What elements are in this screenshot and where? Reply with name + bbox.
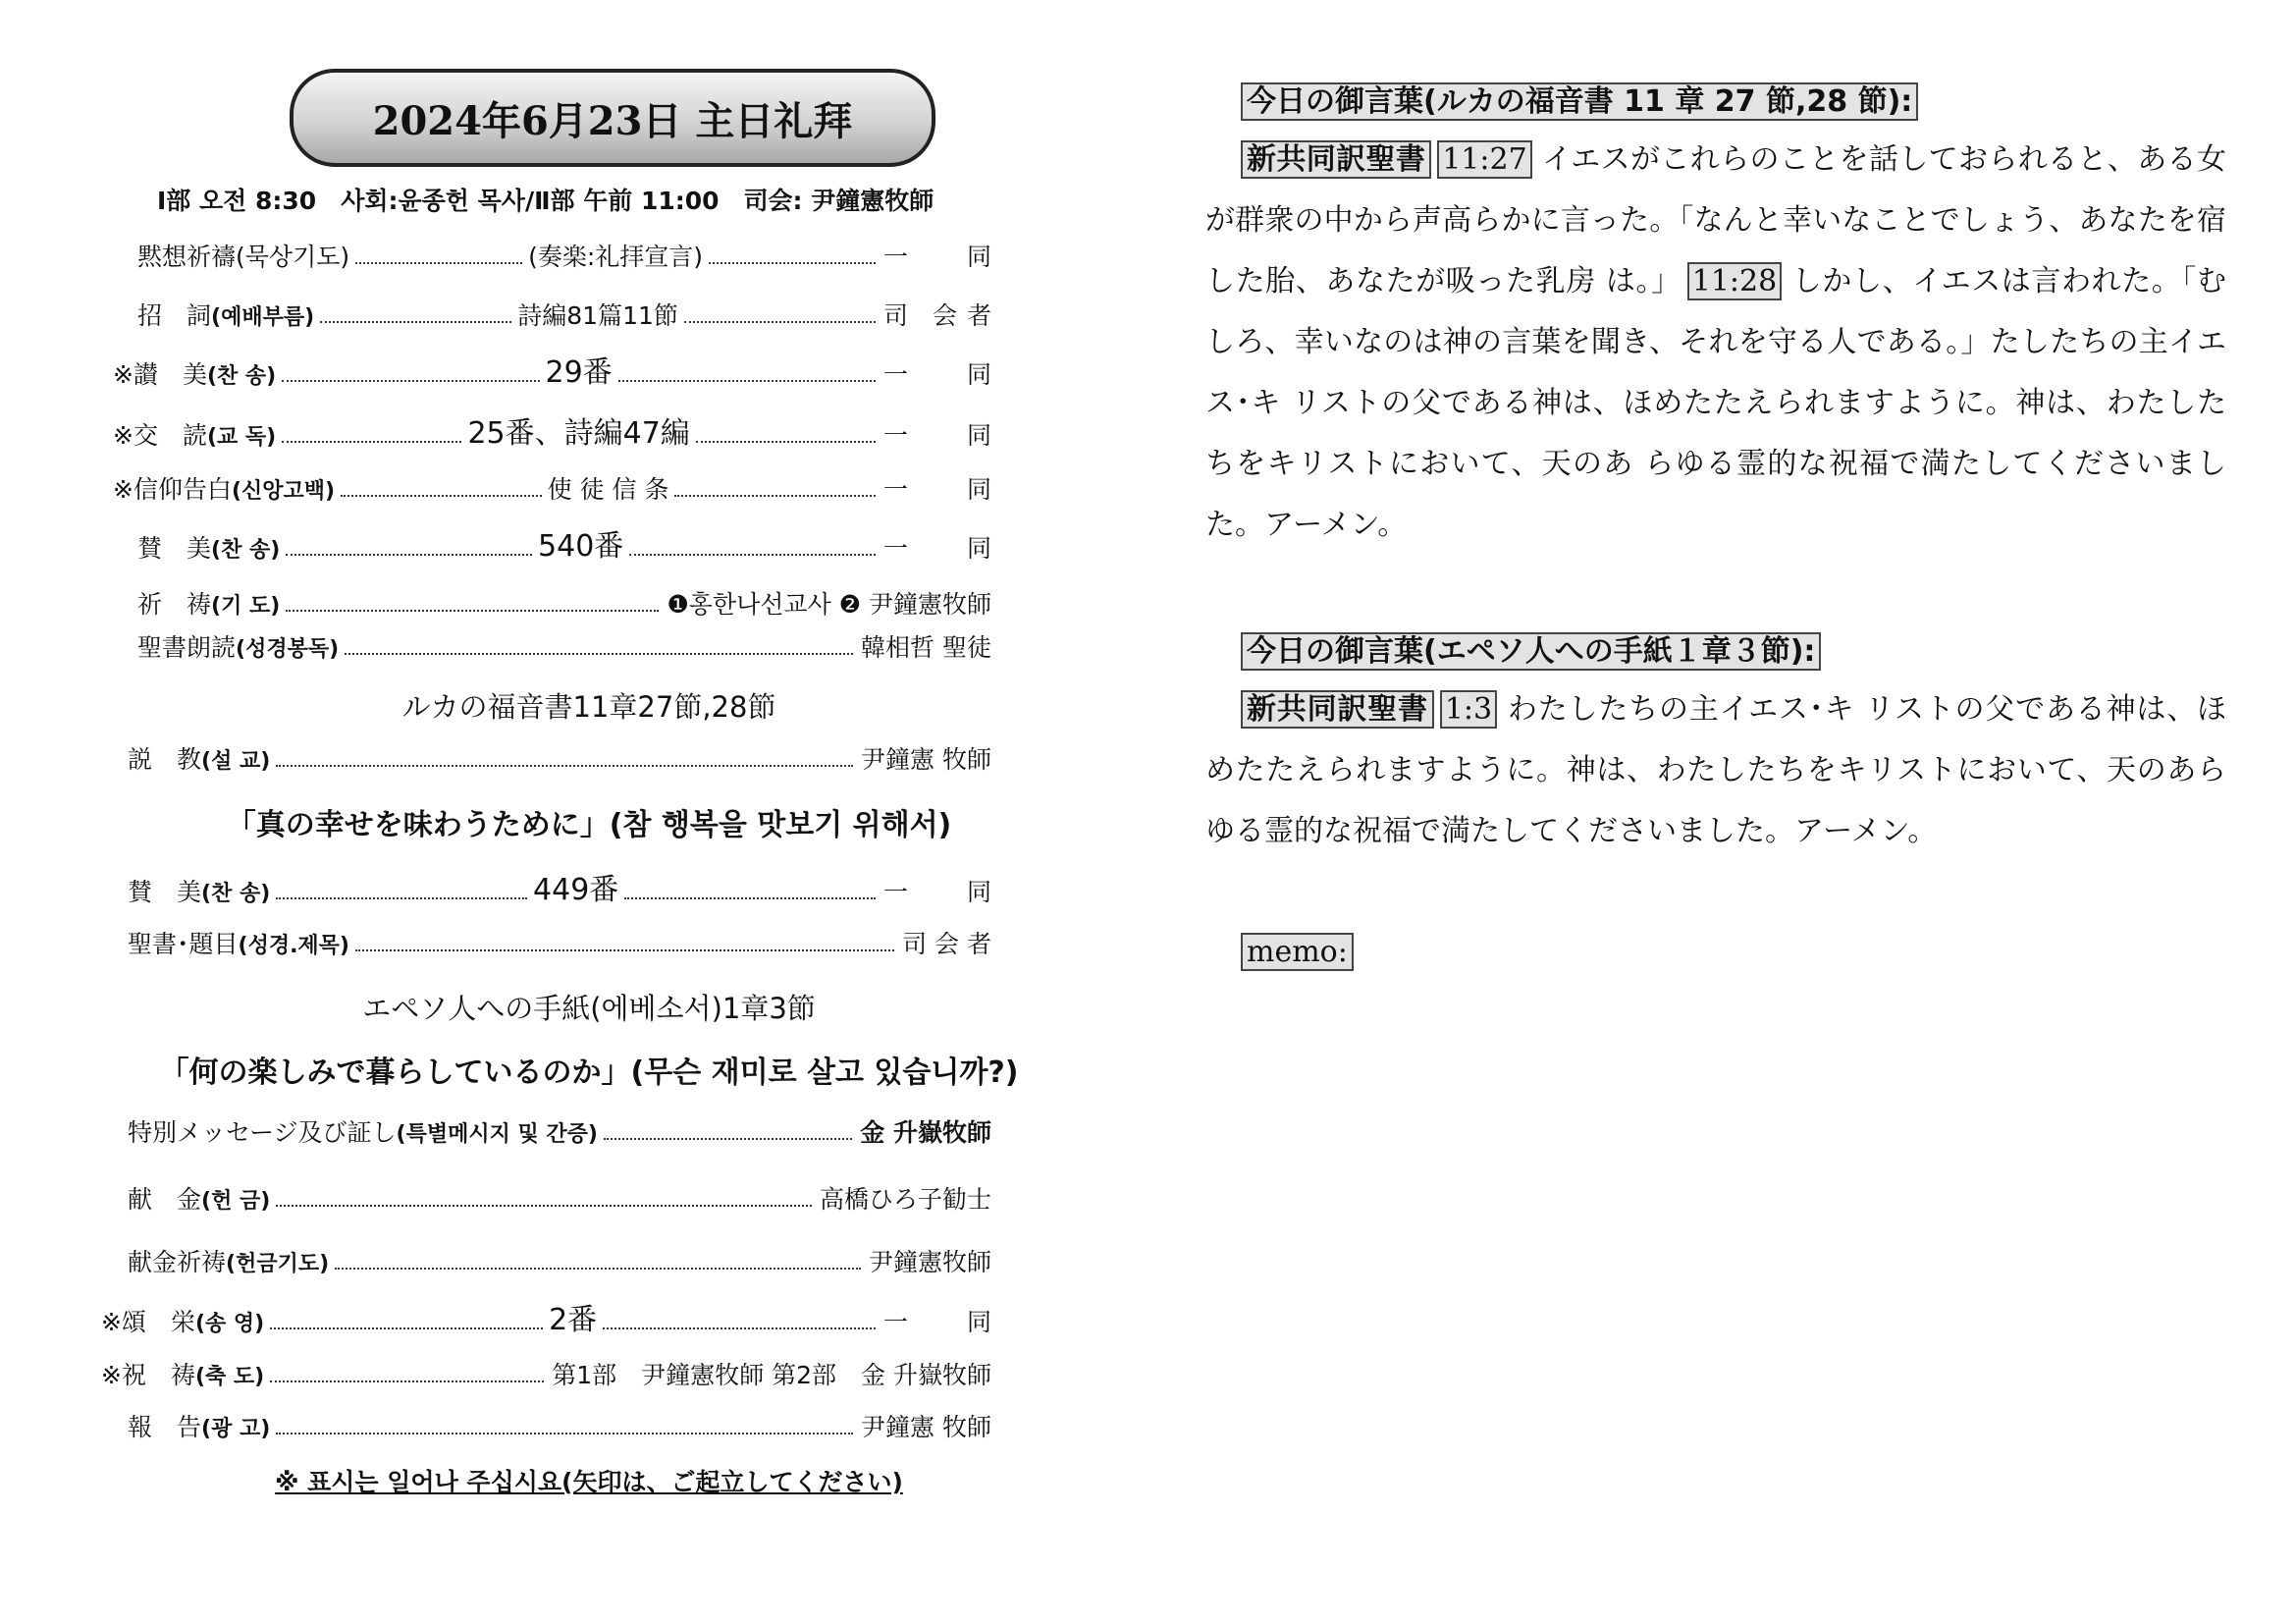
program-row: 黙想祈禱(묵상기도) (奏楽:礼拝宣言) 一 同 xyxy=(137,243,991,271)
verse-number: 1:3 xyxy=(1440,690,1497,729)
program-row: ※祝 祷(축 도) 第1部 尹鐘憲牧師 第2部 金 升嶽牧師 xyxy=(101,1361,991,1389)
program-row: 献金祈祷(헌금기도) 尹鐘憲牧師 xyxy=(128,1248,991,1276)
service-title: 2024年6月23日 主日礼拜 xyxy=(290,69,935,167)
scripture-passage xyxy=(1205,130,2226,556)
verse-number: 11:28 xyxy=(1687,262,1782,300)
program-row: 特別メッセージ及び証し(특별메시지 및 간증) 金 升嶽牧師 xyxy=(128,1118,991,1147)
program-row: 賛 美(찬 송) 540番 一 同 xyxy=(137,529,991,564)
section-heading: 今日の御言葉(エペソ人への手紙１章３節): xyxy=(1241,626,1821,670)
program-row: 聖書朗読(성경봉독) 韓相哲 聖徒 xyxy=(137,633,991,662)
section-heading: 今日の御言葉(ルカの福音書 11 章 27 節,28 節): xyxy=(1241,77,1918,120)
verse-number: 11:27 xyxy=(1437,140,1531,179)
scripture-reference: エペソ人への手紙(에베소서)1章3節 xyxy=(362,992,816,1025)
bible-version-tag: 新共同訳聖書 xyxy=(1241,690,1434,729)
memo-label: memo: xyxy=(1241,935,1354,969)
program-row: 賛 美(찬 송) 449番 一 同 xyxy=(128,873,991,907)
verse-text: わたしたちの主イエス･キ リストの父である神は、ほめたたえられますように。神は、わたしたちをキリストにおいて、天のあらゆる霊的な祝福で満たしてくださいました。アーメン。 xyxy=(1205,692,2226,848)
program-row: ※信仰告白(신앙고백) 使 徒 信 条 一 同 xyxy=(113,475,992,504)
scripture-passage xyxy=(1205,679,2226,862)
bible-version-tag: 新共同訳聖書 xyxy=(1241,140,1431,179)
standing-footnote: ※ 표시는 일어나 주십시요(矢印は、ご起立してください) xyxy=(275,1468,903,1496)
program-row: ※讃 美(찬 송) 29番 一 同 xyxy=(113,355,992,390)
program-row: 招 詞(예배부름) 詩編81篇11節 司 会 者 xyxy=(137,301,992,330)
program-row: 報 告(광 고) 尹鐘憲 牧師 xyxy=(128,1413,991,1441)
scripture-reference: ルカの福音書11章27節,28節 xyxy=(401,690,776,724)
program-row: ※頌 栄(송 영) 2番 一 同 xyxy=(101,1303,992,1337)
verse-text: イエスがこれらのことを話しておられると、ある女が群衆の中から声高らかに言った。「なんと幸いなことでしょう、あなたを宿した胎、あなたが吸った乳房 は。」 xyxy=(1205,142,2226,298)
service-times: Ⅰ部 오전 8:30 사회:윤종헌 목사/Ⅱ部 午前 11:00 司会: 尹鐘憲牧師 xyxy=(157,187,934,215)
program-row: 説 教(설 교) 尹鐘憲 牧師 xyxy=(128,745,991,774)
program-row: ※交 読(교 독) 25番、詩編47編 一 同 xyxy=(113,416,991,451)
sermon-title: 「真の幸せを味わうために」(참 행복을 맛보기 위해서) xyxy=(226,808,952,842)
verse-text: しかし、イエスは言われた。「むしろ、幸いなのは神の言葉を聞き、それを守る人である。」たしたちの主イエス･キ リストの父である神は、ほめたたえられますように。神は、わたしたちをキリストにおいて、天のあ らゆる霊的な祝福で満たしてくださいました。アーメン。 xyxy=(1205,264,2226,542)
program-row: 献 金(헌 금) 高橋ひろ子勧士 xyxy=(128,1185,991,1214)
program-row: 聖書･題目(성경.제목) 司 会 者 xyxy=(128,930,991,958)
program-row: 祈 祷(기 도) ❶홍한나선교사 ❷ 尹鐘憲牧師 xyxy=(137,590,991,619)
sermon-title: 「何の楽しみで暮らしているのか」(무슨 재미로 살고 있습니까?) xyxy=(159,1056,1019,1090)
